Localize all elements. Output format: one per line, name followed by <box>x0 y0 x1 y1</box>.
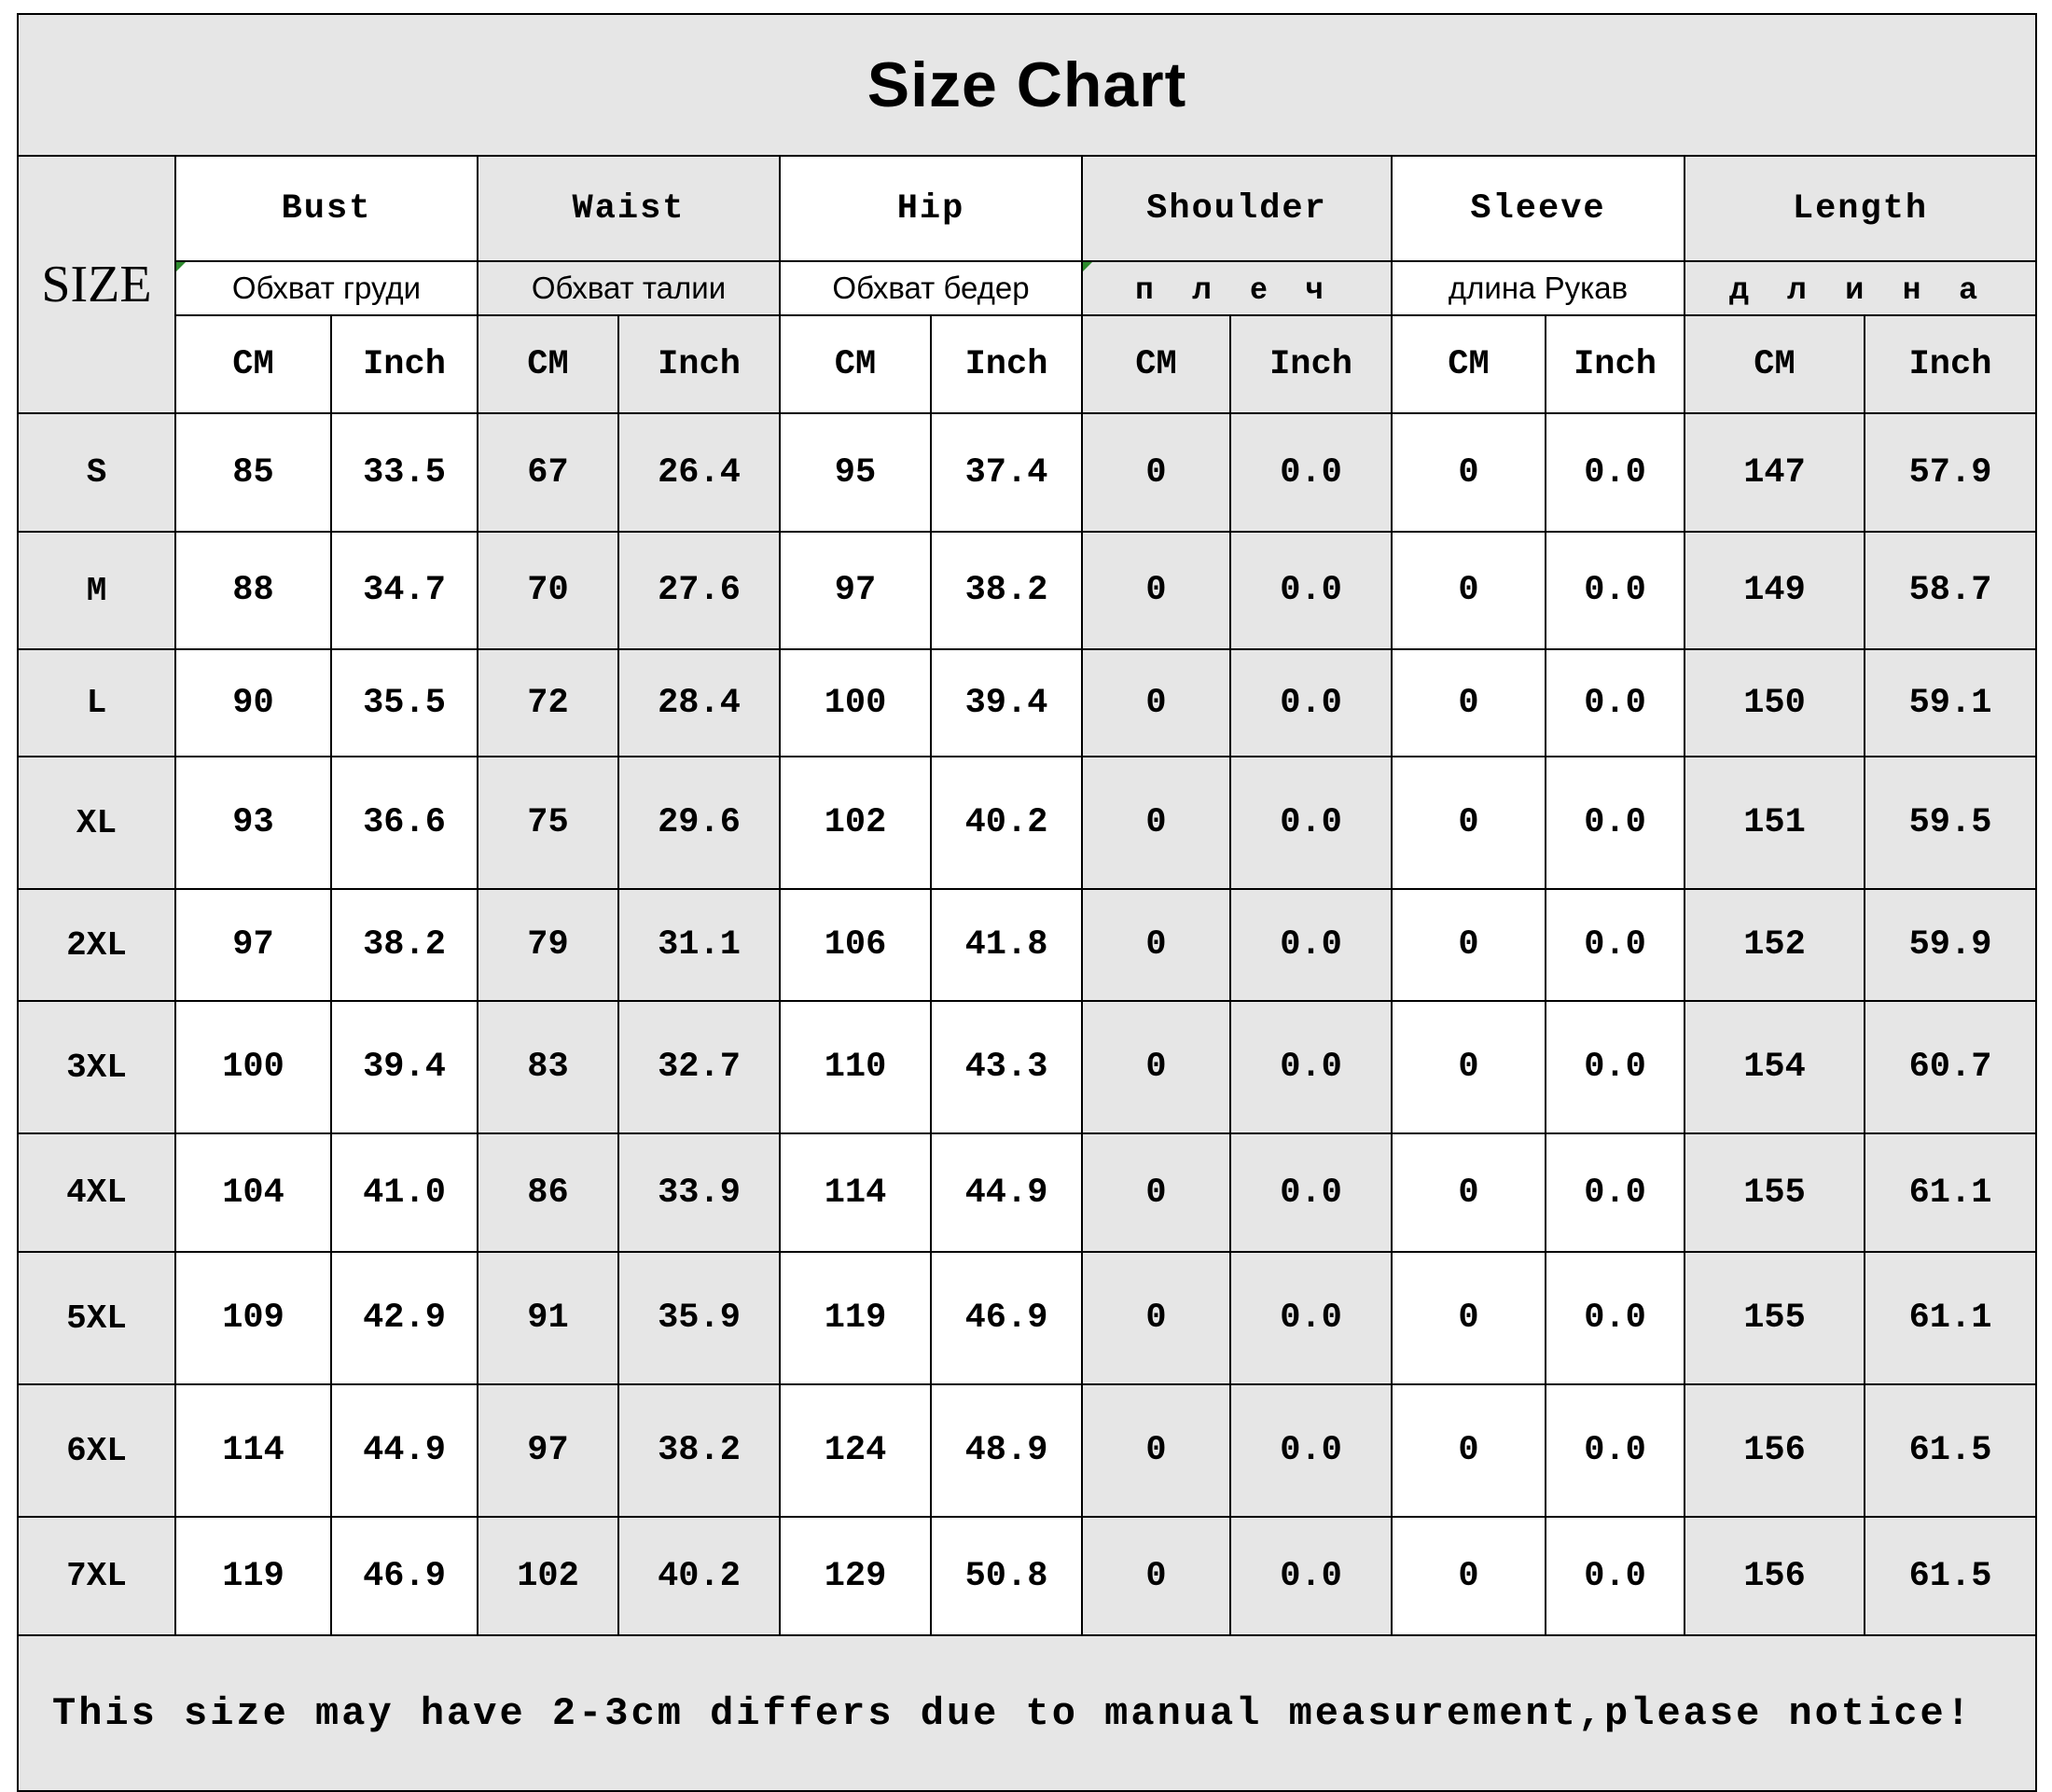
waist-inch-cell: 31.1 <box>618 889 780 1001</box>
length-ru-label: д л и н а <box>1685 261 2036 315</box>
bust-ru-label: Обхват груди <box>175 261 478 315</box>
length-inch-cell: 61.1 <box>1865 1133 2036 1252</box>
table-row <box>18 649 2036 757</box>
shoulder-inch-header: Inch <box>1230 315 1392 413</box>
size-label: 3XL <box>18 1001 175 1133</box>
size-label: XL <box>18 757 175 889</box>
sleeve-inch-cell: 0.0 <box>1546 413 1685 532</box>
size-label: 2XL <box>18 889 175 1001</box>
sleeve-cm-cell: 0 <box>1392 1517 1546 1635</box>
bust-inch-cell: 35.5 <box>331 649 478 757</box>
shoulder-cm-cell: 0 <box>1082 1384 1230 1517</box>
table-row <box>18 413 2036 532</box>
bust-inch-cell: 44.9 <box>331 1384 478 1517</box>
shoulder-cm-cell: 0 <box>1082 1517 1230 1635</box>
bust-cm-cell: 114 <box>175 1384 331 1517</box>
length-inch-cell: 59.1 <box>1865 649 2036 757</box>
table-row <box>18 1133 2036 1252</box>
hip-inch-cell: 41.8 <box>931 889 1082 1001</box>
length-inch-cell: 58.7 <box>1865 532 2036 649</box>
hip-inch-cell: 37.4 <box>931 413 1082 532</box>
hip-cm-cell: 114 <box>780 1133 931 1252</box>
sleeve-header: Sleeve <box>1392 156 1685 261</box>
waist-cm-cell: 67 <box>478 413 618 532</box>
bust-cm-cell: 119 <box>175 1517 331 1635</box>
hip-header: Hip <box>780 156 1082 261</box>
shoulder-inch-cell: 0.0 <box>1230 757 1392 889</box>
length-cm-cell: 155 <box>1685 1252 1865 1384</box>
bust-cm-cell: 104 <box>175 1133 331 1252</box>
bust-cm-cell: 85 <box>175 413 331 532</box>
bust-cm-cell: 93 <box>175 757 331 889</box>
waist-inch-cell: 40.2 <box>618 1517 780 1635</box>
shoulder-inch-cell: 0.0 <box>1230 532 1392 649</box>
waist-cm-cell: 75 <box>478 757 618 889</box>
sleeve-cm-header: CM <box>1392 315 1546 413</box>
size-label: 4XL <box>18 1133 175 1252</box>
length-cm-cell: 154 <box>1685 1001 1865 1133</box>
size-label: 6XL <box>18 1384 175 1517</box>
hip-cm-cell: 97 <box>780 532 931 649</box>
hip-cm-cell: 106 <box>780 889 931 1001</box>
table-row <box>18 1252 2036 1384</box>
hip-cm-cell: 110 <box>780 1001 931 1133</box>
sleeve-cm-cell: 0 <box>1392 1133 1546 1252</box>
hip-inch-cell: 46.9 <box>931 1252 1082 1384</box>
chart-title: Size Chart <box>18 14 2036 156</box>
sleeve-cm-cell: 0 <box>1392 413 1546 532</box>
sleeve-cm-cell: 0 <box>1392 1001 1546 1133</box>
length-cm-cell: 156 <box>1685 1517 1865 1635</box>
waist-cm-cell: 72 <box>478 649 618 757</box>
length-cm-cell: 149 <box>1685 532 1865 649</box>
shoulder-inch-cell: 0.0 <box>1230 413 1392 532</box>
bust-inch-cell: 39.4 <box>331 1001 478 1133</box>
length-inch-cell: 59.9 <box>1865 889 2036 1001</box>
length-cm-header: CM <box>1685 315 1865 413</box>
hip-inch-cell: 39.4 <box>931 649 1082 757</box>
shoulder-cm-header: CM <box>1082 315 1230 413</box>
sleeve-cm-cell: 0 <box>1392 1384 1546 1517</box>
hip-cm-cell: 124 <box>780 1384 931 1517</box>
table-row <box>18 532 2036 649</box>
waist-cm-header: CM <box>478 315 618 413</box>
shoulder-header: Shoulder <box>1082 156 1392 261</box>
length-cm-cell: 156 <box>1685 1384 1865 1517</box>
shoulder-inch-cell: 0.0 <box>1230 1384 1392 1517</box>
waist-inch-header: Inch <box>618 315 780 413</box>
sleeve-inch-cell: 0.0 <box>1546 889 1685 1001</box>
length-cm-cell: 150 <box>1685 649 1865 757</box>
sleeve-cm-cell: 0 <box>1392 1252 1546 1384</box>
length-cm-cell: 147 <box>1685 413 1865 532</box>
hip-inch-cell: 38.2 <box>931 532 1082 649</box>
table-row <box>18 757 2036 889</box>
sleeve-inch-cell: 0.0 <box>1546 532 1685 649</box>
size-column-header: SIZE <box>18 156 175 413</box>
bust-inch-cell: 41.0 <box>331 1133 478 1252</box>
sleeve-inch-cell: 0.0 <box>1546 1384 1685 1517</box>
table-row <box>18 1001 2036 1133</box>
bust-inch-cell: 34.7 <box>331 532 478 649</box>
waist-inch-cell: 27.6 <box>618 532 780 649</box>
sleeve-cm-cell: 0 <box>1392 649 1546 757</box>
length-inch-header: Inch <box>1865 315 2036 413</box>
hip-ru-label: Обхват бедер <box>780 261 1082 315</box>
shoulder-cm-cell: 0 <box>1082 757 1230 889</box>
shoulder-cm-cell: 0 <box>1082 413 1230 532</box>
hip-inch-cell: 50.8 <box>931 1517 1082 1635</box>
waist-inch-cell: 33.9 <box>618 1133 780 1252</box>
waist-cm-cell: 79 <box>478 889 618 1001</box>
hip-inch-cell: 40.2 <box>931 757 1082 889</box>
length-inch-cell: 57.9 <box>1865 413 2036 532</box>
hip-cm-cell: 119 <box>780 1252 931 1384</box>
size-chart-table <box>17 13 2037 1792</box>
waist-cm-cell: 97 <box>478 1384 618 1517</box>
waist-inch-cell: 35.9 <box>618 1252 780 1384</box>
bust-inch-cell: 38.2 <box>331 889 478 1001</box>
bust-inch-cell: 36.6 <box>331 757 478 889</box>
sleeve-inch-cell: 0.0 <box>1546 1517 1685 1635</box>
hip-cm-cell: 100 <box>780 649 931 757</box>
bust-cm-header: CM <box>175 315 331 413</box>
shoulder-cm-cell: 0 <box>1082 1001 1230 1133</box>
sleeve-inch-cell: 0.0 <box>1546 1133 1685 1252</box>
shoulder-inch-cell: 0.0 <box>1230 649 1392 757</box>
size-label: M <box>18 532 175 649</box>
sleeve-cm-cell: 0 <box>1392 532 1546 649</box>
shoulder-inch-cell: 0.0 <box>1230 1517 1392 1635</box>
bust-cm-cell: 97 <box>175 889 331 1001</box>
shoulder-ru-label: п л е ч <box>1082 261 1392 315</box>
bust-cm-cell: 100 <box>175 1001 331 1133</box>
shoulder-inch-cell: 0.0 <box>1230 889 1392 1001</box>
waist-cm-cell: 91 <box>478 1252 618 1384</box>
hip-inch-cell: 43.3 <box>931 1001 1082 1133</box>
shoulder-inch-cell: 0.0 <box>1230 1001 1392 1133</box>
hip-cm-cell: 95 <box>780 413 931 532</box>
hip-inch-header: Inch <box>931 315 1082 413</box>
bust-header: Bust <box>175 156 478 261</box>
waist-inch-cell: 32.7 <box>618 1001 780 1133</box>
hip-cm-cell: 102 <box>780 757 931 889</box>
waist-inch-cell: 38.2 <box>618 1384 780 1517</box>
length-header: Length <box>1685 156 2036 261</box>
waist-cm-cell: 102 <box>478 1517 618 1635</box>
table-row <box>18 1384 2036 1517</box>
size-label: L <box>18 649 175 757</box>
length-cm-cell: 155 <box>1685 1133 1865 1252</box>
waist-inch-cell: 28.4 <box>618 649 780 757</box>
length-cm-cell: 152 <box>1685 889 1865 1001</box>
shoulder-cm-cell: 0 <box>1082 1133 1230 1252</box>
bust-inch-header: Inch <box>331 315 478 413</box>
sleeve-cm-cell: 0 <box>1392 889 1546 1001</box>
shoulder-inch-cell: 0.0 <box>1230 1133 1392 1252</box>
measurement-note: This size may have 2-3cm differs due to manual measurement,please notice! <box>18 1635 2036 1791</box>
bust-cm-cell: 109 <box>175 1252 331 1384</box>
waist-cm-cell: 70 <box>478 532 618 649</box>
length-inch-cell: 61.5 <box>1865 1517 2036 1635</box>
hip-inch-cell: 44.9 <box>931 1133 1082 1252</box>
shoulder-cm-cell: 0 <box>1082 532 1230 649</box>
sleeve-cm-cell: 0 <box>1392 757 1546 889</box>
shoulder-cm-cell: 0 <box>1082 889 1230 1001</box>
waist-inch-cell: 29.6 <box>618 757 780 889</box>
hip-cm-header: CM <box>780 315 931 413</box>
size-label: S <box>18 413 175 532</box>
shoulder-inch-cell: 0.0 <box>1230 1252 1392 1384</box>
sleeve-inch-cell: 0.0 <box>1546 649 1685 757</box>
hip-inch-cell: 48.9 <box>931 1384 1082 1517</box>
waist-ru-label: Обхват талии <box>478 261 780 315</box>
waist-cm-cell: 86 <box>478 1133 618 1252</box>
sleeve-ru-label: длина Рукав <box>1392 261 1685 315</box>
sleeve-inch-cell: 0.0 <box>1546 757 1685 889</box>
length-cm-cell: 151 <box>1685 757 1865 889</box>
sleeve-inch-header: Inch <box>1546 315 1685 413</box>
bust-cm-cell: 90 <box>175 649 331 757</box>
sleeve-inch-cell: 0.0 <box>1546 1252 1685 1384</box>
bust-cm-cell: 88 <box>175 532 331 649</box>
length-inch-cell: 61.1 <box>1865 1252 2036 1384</box>
bust-inch-cell: 46.9 <box>331 1517 478 1635</box>
shoulder-cm-cell: 0 <box>1082 1252 1230 1384</box>
size-chart-body <box>18 14 2036 1791</box>
size-label: 5XL <box>18 1252 175 1384</box>
waist-header: Waist <box>478 156 780 261</box>
hip-cm-cell: 129 <box>780 1517 931 1635</box>
length-inch-cell: 61.5 <box>1865 1384 2036 1517</box>
table-row <box>18 1517 2036 1635</box>
bust-inch-cell: 42.9 <box>331 1252 478 1384</box>
size-label: 7XL <box>18 1517 175 1635</box>
length-inch-cell: 60.7 <box>1865 1001 2036 1133</box>
bust-inch-cell: 33.5 <box>331 413 478 532</box>
table-row <box>18 889 2036 1001</box>
length-inch-cell: 59.5 <box>1865 757 2036 889</box>
sleeve-inch-cell: 0.0 <box>1546 1001 1685 1133</box>
waist-inch-cell: 26.4 <box>618 413 780 532</box>
shoulder-cm-cell: 0 <box>1082 649 1230 757</box>
waist-cm-cell: 83 <box>478 1001 618 1133</box>
